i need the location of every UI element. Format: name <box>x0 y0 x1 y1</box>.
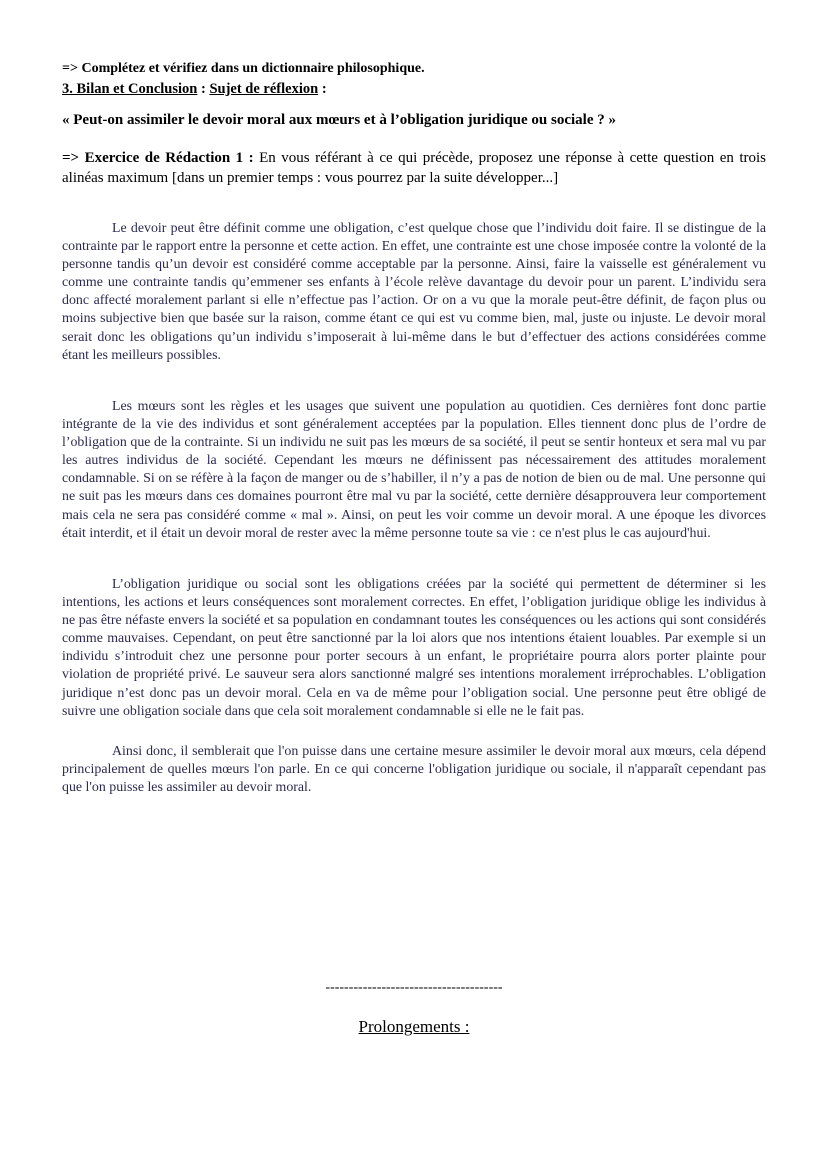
essay-paragraph-1-text: Le devoir peut être définit comme une obligation, c’est quelque chose que l’individu doit faire. Il se distingue de la contrainte par le rapport entre la personne et cette action. En effet, une contrainte est une chose imposée contre la volonté de la personne tandis qu’un devoir est considéré comme acceptable par la personne. Ainsi, faire la vaisselle est généralement vu comme une contrainte tandis qu’emmener ses enfants à l’école relève davantage du devoir pour un parent. L’individu sera donc affecté moralement parlant si elle n’effectue pas l’action. Or on a vu que la morale peut-être définit, de façon plus ou moins subjective bien que basée sur la raison, comme étant ce qui est vu comme bien, mal, juste ou injuste. Le devoir moral serait donc les obligations qu’un individu s’imposerait à lui-même dans le but d’effectuer des actions considérées comme étant les meilleurs possibles. <box>62 221 767 363</box>
essay-paragraph-4-text: Ainsi donc, il semblerait que l'on puisse dans une certaine mesure assimiler le devoir moral aux mœurs, cela dépend principalement de quelles mœurs l'on parle. En ce qui concerne l'obligation juridique ou sociale, il n'apparaît cependant pas que l'on puisse les assimiler au devoir moral. <box>62 744 766 796</box>
topic-label: Sujet de réflexion <box>209 81 319 97</box>
separator-line: -------------------------------------- <box>325 980 503 995</box>
section-number: 3. Bilan et Conclusion <box>62 81 198 97</box>
prolongements-label: Prolongements : <box>358 1017 470 1036</box>
prolongements-heading <box>0 1017 828 1037</box>
essay-paragraph-3 <box>62 576 766 721</box>
essay-paragraph-2-text: Les mœurs sont les règles et les usages que suivent une population au quotidien. Ces dernières font donc partie intégrante de la vie des individus et sont généralement acceptées par la population. Elles tiennent donc plus de l’ordre de l’obligation que de la contrainte. Si un individu ne suit pas les mœurs de sa société, il peut se sentir honteux et sera mal vu par les autres individus de la société. Cependant les mœurs ne définissent pas nécessairement des attitudes moralement condamnable. Si on se réfère à la façon de manger ou de s’habiller, il n’y a pas de notion de bien ou de mal. Une personne qui ne suit pas les mœurs dans ces domaines pourront être mal vu par la société, cette dernière désapprouvera leur comportement mais cela ne sera pas considéré comme « mal ». Ainsi, on peut les voir comme un devoir moral. A une époque les divorces était interdit, et il était un devoir moral de rester avec la même personne toute sa vie : ce n'est plus le cas aujourd'hui. <box>62 399 766 541</box>
exercise-prompt <box>62 148 766 188</box>
essay-paragraph-4 <box>62 743 766 797</box>
section-heading <box>62 80 766 99</box>
exercise-text: En vous référant à ce qui précède, proposez une réponse à cette question en trois alinéas maximum [dans un premier temps : vous pourrez par la suite développer...] <box>62 150 766 186</box>
exercise-label: => Exercice de Rédaction 1 : <box>62 150 254 166</box>
heading-separator: : <box>197 81 210 97</box>
reflection-question: « Peut-on assimiler le devoir moral aux mœurs et à l’obligation juridique ou sociale ? » <box>62 112 617 128</box>
essay-paragraph-1 <box>62 220 766 365</box>
essay-paragraph-2 <box>62 398 766 543</box>
essay-paragraph-3-text: L’obligation juridique ou social sont les obligations créées par la société qui permettent de déterminer si les intentions, les actions et leurs conséquences sont moralement correctes. En effet, l’obligation juridique oblige les individus à ne pas être néfaste envers la société et sa population en condamnant toutes les conséquences ou les actions qui sont considérés comme mauvaises. Cependant, on peut être sanctionné par la loi alors que nos intentions étaient louables. Par exemple si un individu s’introduit chez une personne pour porter secours à un enfant, le propriétaire pourra alors porter plainte pour violation de propriété privé. Le sauveur sera alors sanctionné malgré ses intentions moralement irréprochables. L’obligation juridique n’est donc pas un devoir moral. Cela en va de même pour l’obligation social. Une personne peut être obligé de suivre une obligation sociale dans que cela soit moralement condamnable si elle ne le fait pas. <box>62 577 766 719</box>
topic-suffix: : <box>318 81 327 97</box>
instruction-line: => Complétez et vérifiez dans un dictionnaire philosophique. <box>62 61 425 76</box>
